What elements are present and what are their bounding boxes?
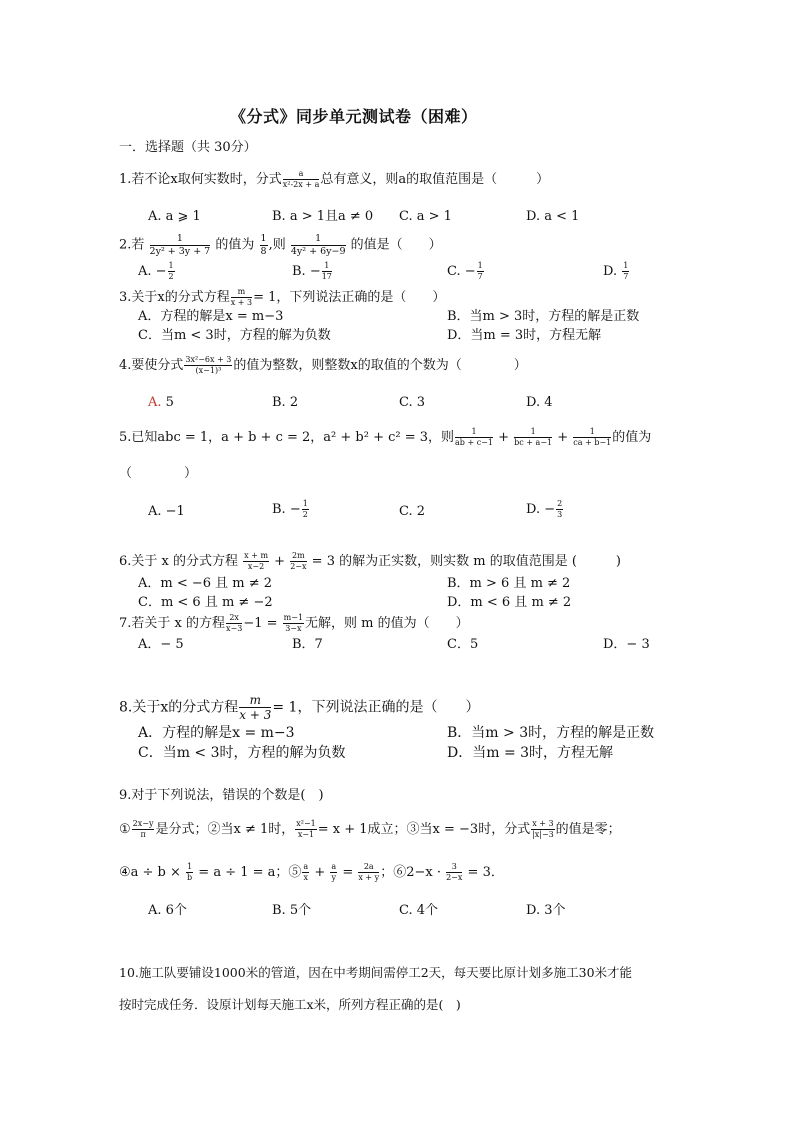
q9-fraction-5-numerator: a bbox=[303, 862, 309, 871]
question-4-text-a: 4.要使分式 bbox=[119, 358, 184, 373]
question-2-stem bbox=[119, 234, 442, 256]
question-5-text-a: 5.已知abc = 1，a + b + c = 2，a² + b² + c² = 3，则 bbox=[119, 430, 455, 445]
q9-fraction-8-denominator: 2−x bbox=[446, 873, 463, 882]
q8-option-b: B．当m > 3时，方程的解是正数 bbox=[447, 725, 655, 741]
question-9-line-2 bbox=[119, 863, 504, 882]
q9-fraction-6-denominator: y bbox=[331, 873, 337, 882]
q7-option-a: A．− 5 bbox=[138, 637, 184, 652]
q6-option-d: D．m < 6 且 m ≠ 2 bbox=[447, 595, 572, 610]
q7-option-d: D．− 3 bbox=[603, 637, 650, 652]
q2-option-d-label: D. bbox=[603, 264, 622, 279]
q9-fraction-4-numerator: 1 bbox=[187, 862, 193, 871]
question-3-stem bbox=[119, 288, 445, 307]
q9-fraction-4-denominator: b bbox=[187, 873, 193, 882]
q2-option-b bbox=[292, 262, 333, 281]
q5-option-b-num: 1 bbox=[302, 499, 308, 508]
q9-option-b: B. 5个 bbox=[272, 903, 312, 918]
q9-fraction-1-denominator: π bbox=[140, 830, 146, 839]
q2-option-c-label: C. − bbox=[447, 264, 476, 279]
q5-option-d bbox=[526, 500, 564, 519]
q9-fraction-2-denominator: x−1 bbox=[297, 830, 315, 839]
q5-fraction-3-denominator: ca + b−1 bbox=[573, 438, 612, 447]
q4-fraction-denominator: (x−1)³ bbox=[195, 366, 222, 375]
q8-option-c: C．当m < 3时，方程的解为负数 bbox=[138, 745, 346, 761]
q5-fraction-1 bbox=[455, 428, 493, 447]
question-8-stem bbox=[119, 694, 479, 721]
q9-line-2-text-c: ；⑥2−x · bbox=[380, 865, 441, 880]
q9-equals: = bbox=[342, 865, 354, 880]
q9-fraction-7-denominator: x + y bbox=[358, 873, 380, 882]
q9-fraction-5-denominator: x bbox=[303, 873, 309, 882]
question-8-text-b: = 1，下列说法正确的是（ ） bbox=[272, 699, 480, 716]
question-1-text-b: 总有意义，则a的取值范围是（ ） bbox=[320, 172, 550, 187]
q8-fraction-denominator: x + 3 bbox=[239, 708, 272, 722]
q2-fraction-3-numerator: 1 bbox=[291, 234, 346, 246]
q2-fraction-1 bbox=[150, 234, 211, 256]
q5-option-d-num: 2 bbox=[557, 499, 563, 508]
q9-fraction-3 bbox=[531, 820, 554, 839]
q6-option-c: C．m < 6 且 m ≠ −2 bbox=[138, 595, 273, 610]
q9-line-1-text-a: ① bbox=[119, 822, 131, 837]
q5-plus-1: + bbox=[498, 430, 510, 445]
q6-option-b: B．m > 6 且 m ≠ 2 bbox=[447, 576, 571, 591]
q2-option-a-num: 1 bbox=[168, 261, 174, 270]
q9-fraction-1 bbox=[132, 820, 155, 839]
q9-line-2-text-d: = 3． bbox=[467, 865, 504, 880]
q6-fraction-2-denominator: 2−x bbox=[290, 562, 307, 571]
question-6-text-a: 6.关于 x 的分式方程 bbox=[119, 554, 238, 569]
question-7-stem bbox=[119, 614, 469, 633]
question-2-text-c: ,则 bbox=[268, 237, 286, 253]
q9-line-1-text-d: 的值是零； bbox=[555, 822, 621, 837]
q5-fraction-3-numerator: 1 bbox=[573, 428, 611, 438]
page-title: 《分式》同步单元测试卷（困难） bbox=[230, 107, 478, 126]
q9-fraction-7-numerator: 2a bbox=[358, 863, 379, 873]
q1-option-d: D. a < 1 bbox=[526, 209, 580, 224]
q5-option-b-fraction bbox=[302, 500, 309, 519]
q6-fraction-2 bbox=[290, 552, 306, 571]
q7-fraction-2 bbox=[283, 614, 304, 633]
q4-option-a-letter: A. bbox=[148, 395, 162, 410]
q5-option-c: C. 2 bbox=[399, 504, 426, 519]
question-3-text-a: 3.关于x的分式方程 bbox=[119, 290, 230, 305]
q4-option-b: B. 2 bbox=[272, 395, 299, 410]
q2-fraction-2 bbox=[260, 234, 268, 256]
q2-option-c-den: 7 bbox=[477, 272, 483, 281]
q4-option-c: C. 3 bbox=[399, 395, 426, 410]
q2-fraction-2-numerator: 1 bbox=[260, 233, 267, 244]
q9-fraction-2 bbox=[295, 820, 317, 839]
q9-line-2-text-a: ④a ÷ b × bbox=[119, 865, 181, 880]
question-2-text-a: 2.若 bbox=[119, 237, 145, 253]
q6-fraction-1 bbox=[243, 552, 269, 571]
q5-option-b bbox=[272, 500, 310, 519]
q9-fraction-4 bbox=[186, 863, 193, 882]
q6-fraction-1-denominator: x−2 bbox=[247, 562, 265, 571]
q3-option-c: C．当m < 3时，方程的解为负数 bbox=[138, 328, 331, 343]
q9-fraction-1-numerator: 2x−y bbox=[132, 819, 154, 828]
q5-option-d-label: D. − bbox=[526, 502, 556, 517]
q7-fraction-2-denominator: 3−x bbox=[285, 624, 302, 633]
q2-option-d-num: 1 bbox=[623, 261, 629, 270]
q1-option-c: C. a > 1 bbox=[399, 209, 452, 224]
q4-option-a-value: 5 bbox=[165, 395, 174, 410]
question-9-stem: 9.对于下列说法，错误的个数是( ) bbox=[119, 788, 324, 803]
q9-line-2-text-b: = a ÷ 1 = a；⑤ bbox=[198, 865, 302, 880]
q1-option-a: A. a ⩾ 1 bbox=[148, 209, 201, 224]
q3-fraction-denominator: x + 3 bbox=[230, 298, 253, 307]
q7-fraction-1 bbox=[226, 614, 242, 633]
question-9-line-1 bbox=[119, 820, 621, 839]
q3-fraction-numerator: m bbox=[231, 288, 252, 298]
q8-fraction-numerator: m bbox=[239, 694, 271, 708]
q1-option-b: B. a > 1且a ≠ 0 bbox=[272, 209, 374, 224]
q5-fraction-2-denominator: bc + a−1 bbox=[514, 438, 553, 447]
q5-answer-parentheses: （ ） bbox=[119, 466, 198, 481]
q5-option-b-label: B. − bbox=[272, 502, 301, 517]
q7-fraction-1-denominator: x−3 bbox=[226, 624, 243, 633]
section-heading: 一．选择题（共 30分） bbox=[119, 140, 257, 155]
q9-fraction-7 bbox=[358, 863, 379, 882]
question-7-text-b: −1 = bbox=[243, 616, 278, 631]
q3-option-b: B．当m > 3时，方程的解是正数 bbox=[447, 309, 640, 324]
q9-fraction-2-numerator: x²−1 bbox=[296, 819, 316, 828]
q6-fraction-2-numerator: 2m bbox=[292, 551, 305, 560]
question-5-stem bbox=[119, 428, 651, 447]
q3-option-a: A．方程的解是x = m−3 bbox=[138, 309, 284, 324]
q1-fraction bbox=[283, 170, 320, 189]
q9-fraction-8 bbox=[446, 863, 462, 882]
question-5-text-b: 的值为 bbox=[612, 430, 652, 445]
q9-fraction-5 bbox=[302, 863, 309, 882]
q8-option-d: D．当m = 3时，方程无解 bbox=[447, 745, 614, 761]
question-3-text-b: = 1，下列说法正确的是（ ） bbox=[253, 290, 446, 305]
q1-fraction-numerator: a bbox=[283, 170, 320, 180]
q5-option-b-den: 2 bbox=[302, 510, 308, 519]
q8-option-a: A．方程的解是x = m−3 bbox=[138, 725, 295, 741]
q9-line-1-text-c: = x + 1成立；③当x = −3时，分式 bbox=[317, 822, 531, 837]
question-2-text-d: 的值是（ ） bbox=[350, 237, 442, 253]
q2-option-b-den: 17 bbox=[321, 272, 332, 281]
q9-fraction-3-denominator: |x|−3 bbox=[532, 830, 554, 839]
q9-fraction-6-numerator: a bbox=[331, 862, 337, 871]
q4-option-d: D. 4 bbox=[526, 395, 553, 410]
q2-fraction-2-denominator: 8 bbox=[260, 245, 267, 257]
q2-option-b-label: B. − bbox=[292, 264, 321, 279]
question-10-line-1: 10.施工队要铺设1000米的管道，因在中考期间需停工2天，每天要比原计划多施工30米才能 bbox=[119, 965, 633, 980]
q2-option-c-fraction bbox=[477, 262, 484, 281]
q1-fraction-denominator: x²-2x + a bbox=[282, 180, 320, 189]
q5-fraction-1-denominator: ab + c−1 bbox=[455, 438, 493, 447]
q2-option-d-den: 7 bbox=[623, 272, 629, 281]
q4-option-a bbox=[148, 396, 174, 411]
q9-fraction-6 bbox=[330, 863, 337, 882]
question-2-text-b: 的值为 bbox=[215, 237, 255, 253]
q9-option-c: C. 4个 bbox=[399, 903, 439, 918]
q5-fraction-3 bbox=[573, 428, 611, 447]
q5-option-d-den: 3 bbox=[557, 510, 563, 519]
q2-option-b-fraction bbox=[322, 262, 332, 281]
question-10-line-2: 按时完成任务．设原计划每天施工x米，所列方程正确的是( ) bbox=[119, 997, 461, 1012]
q5-option-a: A. −1 bbox=[148, 504, 185, 519]
question-7-text-a: 7.若关于 x 的方程 bbox=[119, 616, 225, 631]
q3-fraction bbox=[231, 288, 252, 307]
q2-option-a-label: A. − bbox=[138, 264, 167, 279]
question-7-text-c: 无解，则 m 的值为（ ） bbox=[305, 616, 469, 631]
q7-option-b: B．7 bbox=[292, 637, 323, 652]
q2-fraction-1-numerator: 1 bbox=[150, 234, 211, 246]
q7-option-c: C．5 bbox=[447, 637, 479, 652]
q9-option-d: D. 3个 bbox=[526, 903, 566, 918]
q2-fraction-1-denominator: 2y² + 3y + 7 bbox=[149, 245, 211, 257]
q3-option-d: D．当m = 3时，方程无解 bbox=[447, 328, 602, 343]
q8-fraction bbox=[239, 694, 271, 721]
q2-option-a-den: 2 bbox=[168, 272, 174, 281]
q2-fraction-3-denominator: 4y² + 6y−9 bbox=[290, 245, 346, 257]
q5-fraction-1-numerator: 1 bbox=[455, 428, 493, 438]
q2-option-d-fraction bbox=[622, 262, 629, 281]
q5-fraction-2-numerator: 1 bbox=[514, 428, 552, 438]
question-6-text-b: = 3 的解为正实数，则实数 m 的取值范围是 ( ) bbox=[311, 554, 621, 569]
q9-plus: + bbox=[314, 865, 326, 880]
q2-option-c bbox=[447, 262, 485, 281]
q2-option-d bbox=[603, 262, 630, 281]
question-1-stem bbox=[119, 170, 549, 189]
q7-fraction-2-numerator: m−1 bbox=[283, 613, 304, 622]
q6-option-a: A．m < −6 且 m ≠ 2 bbox=[138, 576, 273, 591]
q4-fraction bbox=[184, 356, 232, 375]
q2-option-a-fraction bbox=[168, 262, 175, 281]
q5-plus-2: + bbox=[557, 430, 569, 445]
q6-plus: + bbox=[274, 554, 286, 569]
question-8-text-a: 8.关于x的分式方程 bbox=[119, 699, 239, 716]
q2-option-c-num: 1 bbox=[477, 261, 483, 270]
q9-option-a: A. 6个 bbox=[148, 903, 187, 918]
q2-option-b-num: 1 bbox=[322, 262, 332, 272]
q2-fraction-3 bbox=[291, 234, 346, 256]
question-6-stem bbox=[119, 552, 621, 571]
q9-fraction-3-numerator: x + 3 bbox=[532, 819, 554, 828]
q7-fraction-1-numerator: 2x bbox=[226, 614, 242, 624]
q6-fraction-1-numerator: x + m bbox=[244, 551, 269, 560]
q4-fraction-numerator: 3x²−6x + 3 bbox=[185, 355, 232, 364]
question-4-stem bbox=[119, 356, 527, 375]
q9-line-1-text-b: 是分式；②当x ≠ 1时， bbox=[155, 822, 295, 837]
question-4-text-b: 的值为整数，则整数x的取值的个数为（ ） bbox=[233, 358, 527, 373]
q2-option-a bbox=[138, 262, 176, 281]
q9-fraction-8-numerator: 3 bbox=[446, 863, 462, 873]
question-1-text-a: 1.若不论x取何实数时，分式 bbox=[119, 172, 282, 187]
q5-fraction-2 bbox=[514, 428, 552, 447]
q5-option-d-fraction bbox=[556, 500, 563, 519]
